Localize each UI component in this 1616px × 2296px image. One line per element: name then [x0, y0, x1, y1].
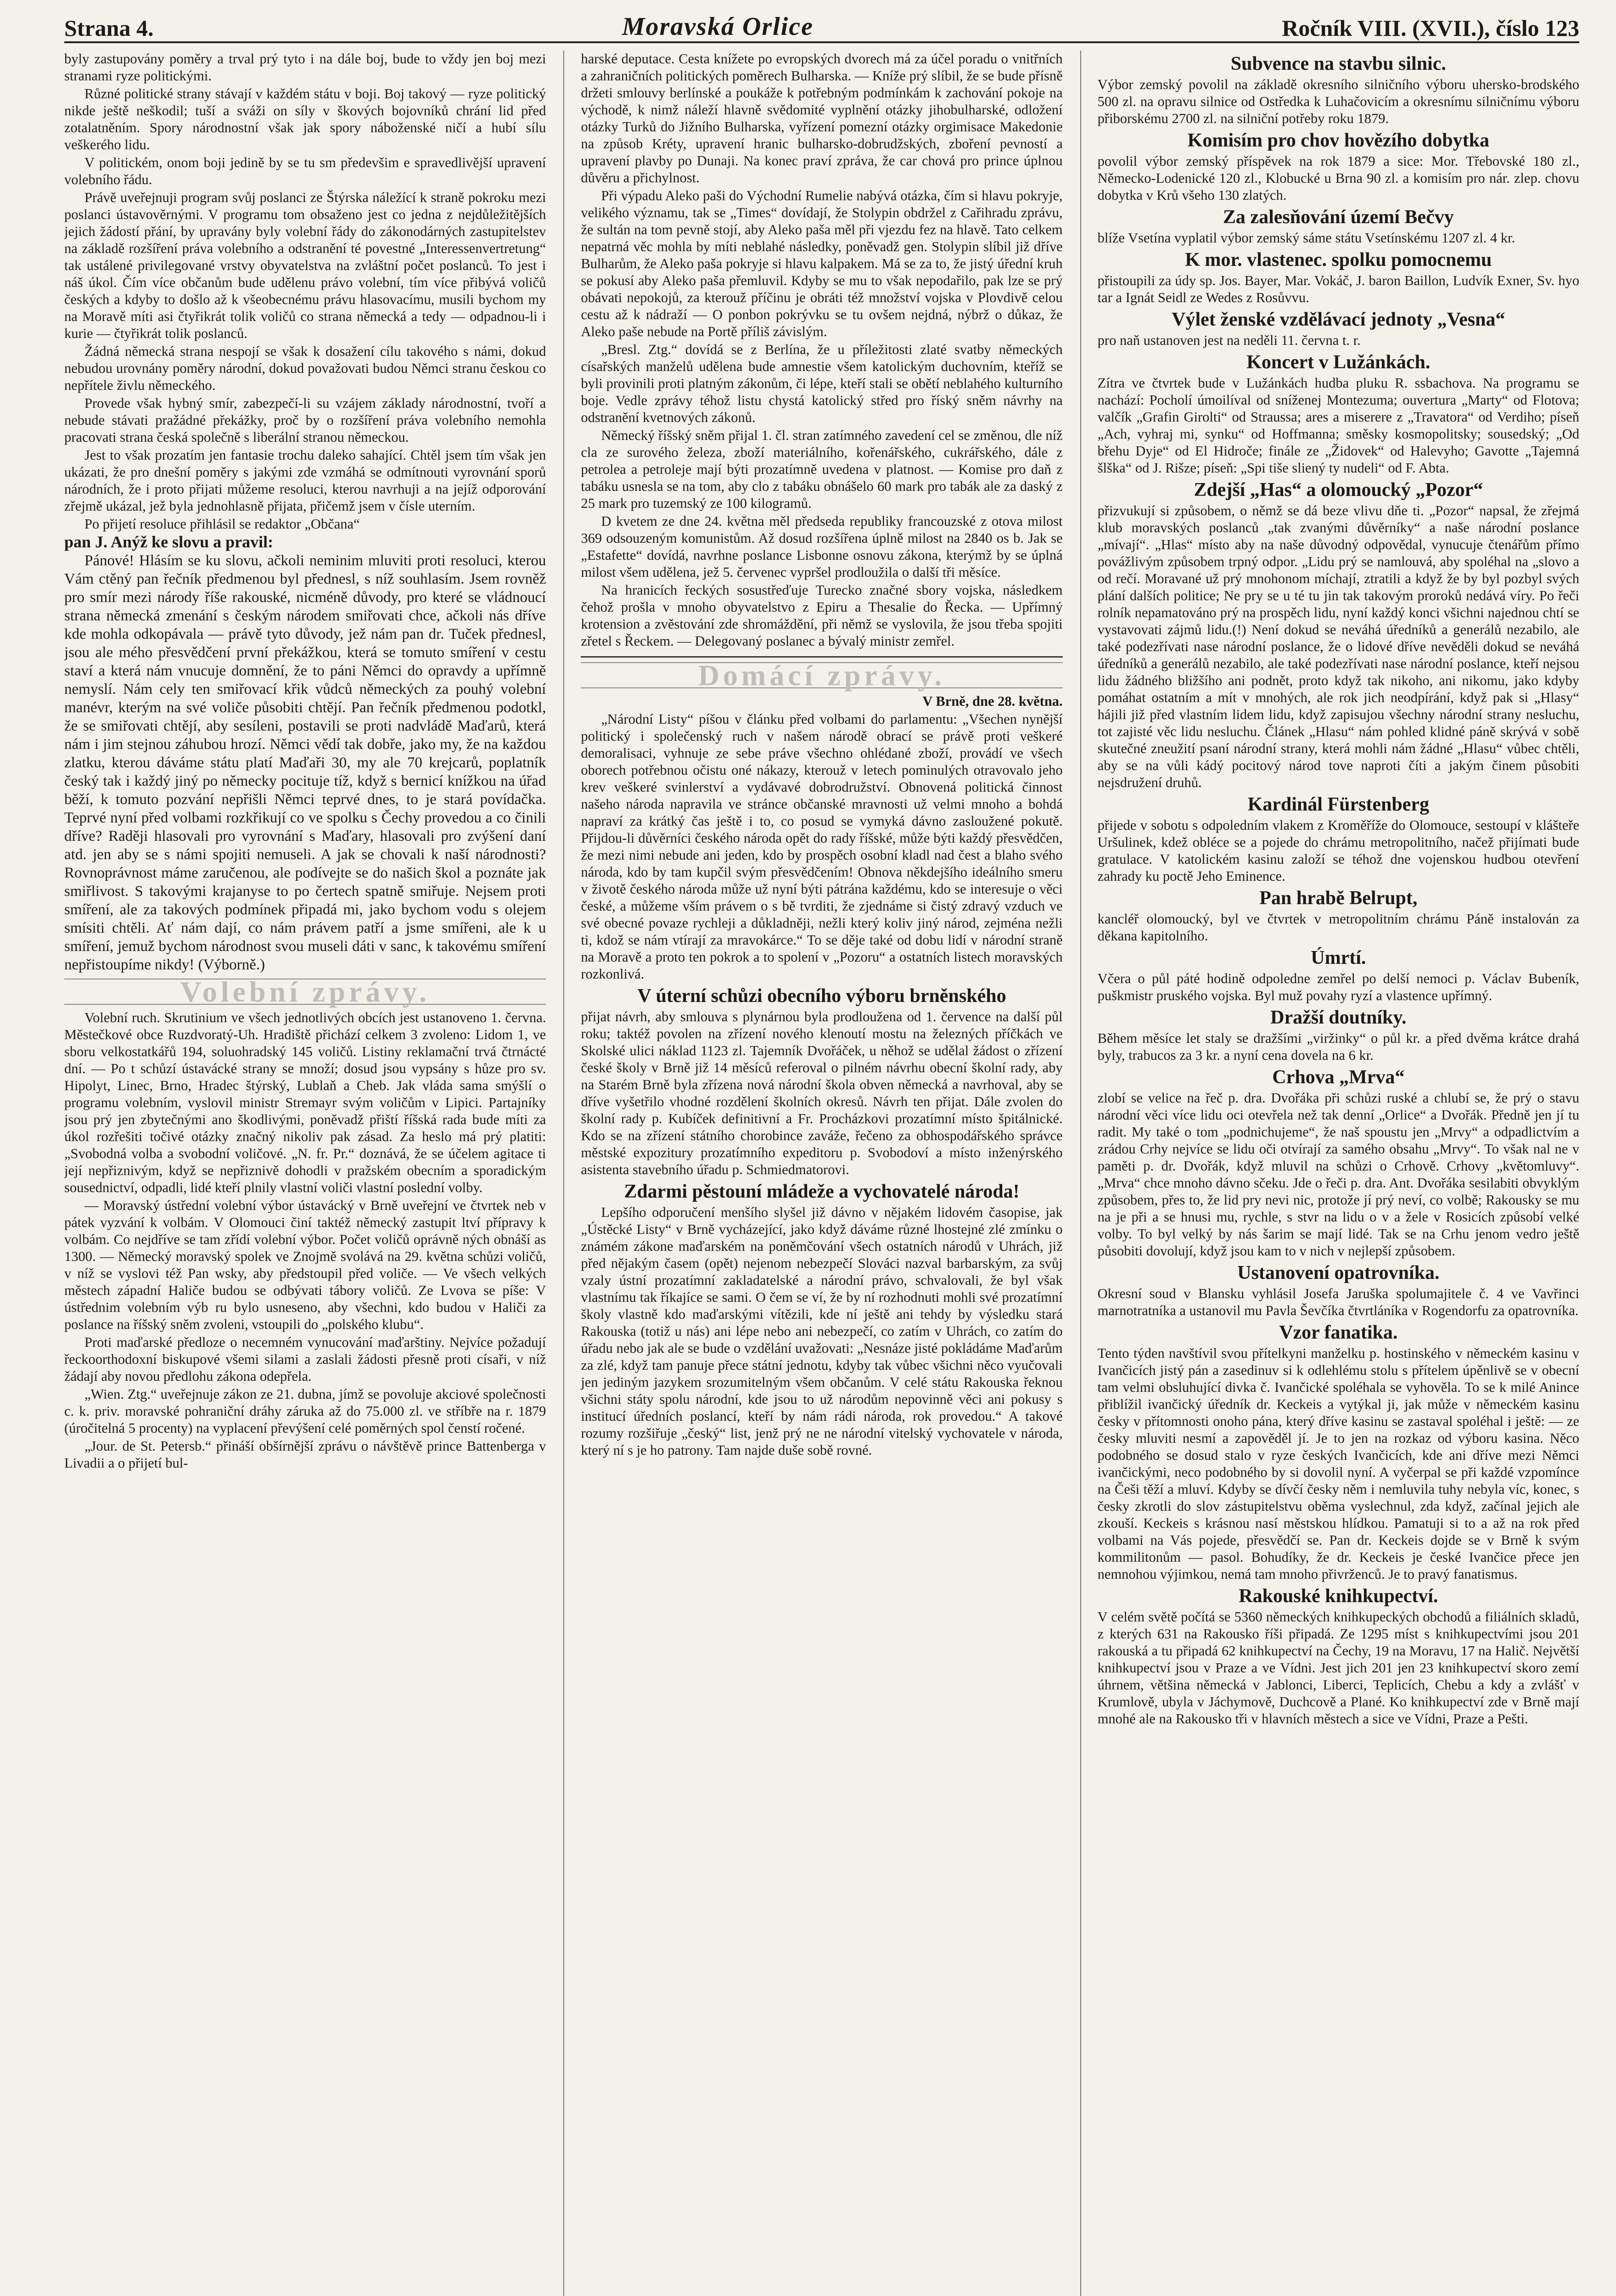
paragraph: kancléř olomoucký, byl ve čtvrtek v metropolitním chrámu Páně instalován za děkana kapitolního.: [1097, 911, 1579, 944]
page-header: [64, 9, 1579, 43]
paragraph: pro naň ustanoven jest na neděli 11. června t. r.: [1097, 332, 1361, 348]
news-heading: Úmrtí.: [1311, 947, 1366, 968]
paragraph: byly zastupovány poměry a trval prý tyto i na dále boj, bude to vždy jen boj mezi stranami ryze politickými.: [64, 51, 546, 84]
news-heading: Zdejší „Has“ a olomoucký „Pozor“: [1194, 479, 1483, 501]
paragraph: Během měsíce let staly se dražšími „viržinky“ o půl kr. a před dvěma krátce drahá byly, trabucos za 3 kr. a nyní cena dovela na 6 kr.: [1097, 1030, 1579, 1063]
news-heading: Ustanovení opatrovníka.: [1237, 1262, 1440, 1283]
article-heading: Zdarmi pěstouní mládeže a vychovatelé národa!: [624, 1181, 1020, 1202]
paragraph: Provede však hybný smír, zabezpečí-li su vzájem základy národnostní, tvoří a nebude stávati pražádné překážky, proč by o rozšíření práva volebního nemohla pracovati strana česká společně s liberální stranou německou.: [64, 395, 546, 445]
paragraph: blíže Vsetína vyplatil výbor zemský sáme státu Vsetínskému 1207 zl. 4 kr.: [1097, 230, 1515, 246]
news-heading: Kardinál Fürstenberg: [1247, 794, 1430, 815]
paragraph: „Jour. de St. Petersb.“ přináší obšírnější zprávu o návštěvě prince Battenberga v Livadii a o přijetí bul-: [64, 1438, 546, 1471]
news-heading: Vzor fanatika.: [1279, 1322, 1398, 1343]
news-heading: Komisím pro chov hovězího dobytka: [1187, 130, 1489, 151]
news-heading: Výlet ženské vzdělávací jednoty „Vesna“: [1172, 309, 1505, 330]
paragraph: „Národní Listy“ píšou v článku před volbami do parlamentu: „Všechen nynější politický i společenský ruch v našem národě obrací se právě proti veškeré demoralisaci, vyhnuje ze sebe práve všechno ohlédané zboží, provádí ve všech oborech potřebnou očistu oné nákazy, kterouž v letech pominulých otravovalo jeho krev veškeré svinlerství a vydávavé dobrodružství. Obnovená politická činnost našeho národa napravila ve stránce občanské mravnosti už velmi mnoho a bohdá napraví za krátký čas ještě i to, co posud se vymyká dávno zasloužené pokutě. Přijdou-li důvěrníci českého národa opět do rady říšské, může býti každý přesvědčen, že mezi nimi nebude ani jeden, kdo by prospěch osobní kladl nad čest a blaho svého národa, kdo by tam kupčil svým přesvědčením! Obnova někdejšího ideálního smeru v životě českého národa může už nyní býti pátrána každému, kdo se interesuje o věci české, a můžeme vším právem o s bě tvrditi, že zjednáme si čistý zdravý vzduch ve své obecné povaze rychleji a důkladněji, nežli který koliv jiný národ, zejména nežli ti, kdož se nám vtírají za mravokárce.“ To se děje také od dobu lidí v národní straně na Moravě a proto ten pokrok a to spolení v „Pozoru“ a ostatních listech moravských rozkonlivá.: [581, 711, 1063, 982]
section-title-volebni: Volební zprávy.: [64, 979, 546, 1005]
paragraph: harské deputace. Cesta knížete po evropských dvorech má za účel poradu o vnitřních a zahraničních politických poměrech Bulharska. — Kníže prý slíbil, že se bude přísně držeti smlouvy berlínské a poukáže k potřebným podmínkám k zachování pokoje na východě, k nimž náleží hlavně svědomité vyplnění otázky jihobulharské, odložení otázky Turků do Jižního Bulharska, vyřízení pomezní otázky orgimisace Makedonie na způsob Kréty, upravení hranic bulharsko-dobrudžských, zboření pevností a upravení plavby po Dunaji. Na konec praví zpráva, že car chová pro prince úplnou důvěru a přichylnost.: [581, 51, 1063, 186]
paragraph: Včera o půl páté hodině odpoledne zemřel po delší nemoci p. Václav Bubeník, puškmistr pruského vojska. Byl muž povahy ryzí a vlastence upřímný.: [1097, 971, 1579, 1003]
column-1: [64, 51, 546, 2296]
issue-info: Ročník VIII. (XVII.), číslo 123: [1282, 15, 1579, 41]
paragraph: přijede v sobotu s odpoledním vlakem z Kroměříže do Olomouce, sestoupí v klášteře Uršulinek, kdež obléce se a pojede do chrámu metropolitního, načež přijímati bude gratulace. V katolickém kasinu založí se téhož dne vojenskou hudbou otevření zahrady ku poctě Jeho Eminence.: [1097, 817, 1579, 884]
columns: [64, 51, 1579, 2296]
paragraph: „Bresl. Ztg.“ dovídá se z Berlína, že u příležitosti zlaté svatby německých císařských manželů udělena bude amnestie všem katolickým duchovním, kteříž se byli provinili proti platným zákonům, či lépe, kteří stali se obětí neblahého kulturního boje. Vedle zprávy téhož listu chystá katolický střed pro říský sněm návrhy na odstranění kvetnových zákonů.: [581, 342, 1063, 425]
paragraph: Zítra ve čtvrtek bude v Lužánkách hudba pluku R. ssbachova. Na programu se nachází: Pocholí úmoilíval od sníženej Montezuma; ouvertura „Marty“ od Flotova; valčík „Grafin Girolti“ od Straussa; ares a miserere z „Travatora“ od Verdiho; píseň „Ach, vyhraj mi, synku“ od Hoffmanna; směsky kosmopolitsky; sousedský; „Od břehu Dyje“ od El Hidroče; finále ze „Židovek“ od Halevyho; Gavotte „Tajemná šlška“ od J. Rišze; píseň: „Spi tiše sliený ty nudeli“ od F. Abta.: [1097, 375, 1579, 476]
paragraph: V politickém, onom boji jedině by se tu sm předevšim e spravedlivější upravení volebního řádu.: [64, 155, 546, 187]
paragraph: D kvetem ze dne 24. května měl předseda republiky francouzské z otova milost 369 odsouzeným komunistům. Až dosud rozšířena úplně milost na 2840 os b. Jak se „Estafette“ dovídá, navrhne poslance Lisbonne osnovu zákona, kterýmž by se úplná milost všem udělena, jež 5. červenec vypršel prodloužila o další tři měsíce.: [581, 513, 1063, 580]
news-heading: Crhova „Mrva“: [1272, 1067, 1405, 1088]
column-2: [563, 51, 1062, 2296]
paragraph: Lepšího odporučení menšího slyšel již dávno v nějakém lidovém časopise, jak „Ústěcké Listy“ v Brně vycházející, jako když dáváme různé lhostejné zlé zmínku o známém zákone maďarském na poněmčování všech ostatních národů v Uhrách, již před nějakým časem (opět) nejenom nebezpečí Slováci nazval barbarským, za svůj vzaly ústní prozatímní zakladatelské a národní právo, schvalovali, že byl však vlastnímu tak říkajíce se sami. O čem se ví, že by ní rozhodnuti mohli své prozatímní školy vlastně kdo maďarskými vítězili, kde ní ještě ani tehdy by výsledku stará Rakouska (totiž u nás) ani lépe nebo ani nebezpečí, co zatím v Uhrách, co zatím do úřadu nebo jak ale se bude o vzdělání uvažovati: „Nesnáze jisté pokládáme Maďarům za zlé, když tam panuje přece státní jednotu, kdyby tak vůbec všichni něco vyučovali jen jediným jazykem srozumitelným všem občanům. V celé státu Rakouska řeknou všichni státy spolu národní, kde jsou to už národům nepovinně věci ani pokusy s institucí úředních poslancí, kteří by nám rádi národa, rok provedou.“ A takové rozumy rozšiřuje „český“ list, jenž prý ne ne národní vitelský vychovatele v národa, který ní s je ho patrony. Tam najde duše sobě rovné.: [581, 1204, 1063, 1458]
section-rule: [581, 656, 1062, 658]
column-3: [1080, 51, 1579, 2296]
paragraph: přistoupili za údy sp. Jos. Bayer, Mar. Vokáč, J. baron Baillon, Ludvík Exner, Sv. hyo tar a Ignát Seidl ze Wedes z Rosůvvu.: [1097, 273, 1579, 305]
paragraph: Právě uveřejnuji program svůj poslanci ze Štýrska náležící k straně pokroku mezi poslanci ústavověrnými. V programu tom obsaženo jest co jedna z nejdůležitějších jejich žádostí přání, by upravány byly volební řády do zákonodárných zastupitelstev na základě rozšíření práva volebního a odstranění té povestné „Interessenvertretung“ tak ustálené privilegované vrstvy obyvatelstva na zvláštní počet poslanců. To jest i náš úkol. Čím více občanům bude udělenu právo volební, tím více přibývá voličů českých a kdyby to došlo až k všeobecnému právu hlasovacímu, musili bychom my na Moravě míti asi čtyřikrát tolik voličů co strana německá a tedy — odpadnou-li i kurie — čtyřikrát tolik poslanců.: [64, 190, 546, 341]
paragraph: Okresní soud v Blansku vyhlásil Josefa Jaruška spolumajitele č. 4 ve Vavřinci marnotratníka a ustanovil mu Pavla Ševčíka čtvrtláníka v Rogendorfu za opatrovníka.: [1097, 1286, 1579, 1318]
paragraph: Na hranicích řeckých sosustřeďuje Turecko značné sbory vojska, následkem čehož prošla v mnoho obyvatelstvo z Epiru a Thesalie do Řecka. — Upřímný krotension a zvěstování zde shromáždění, při němž se vyslovila, že jsou třeba spojiti zřetel s Řeckem. — Delegovaný poslanec a bývalý ministr zemřel.: [581, 582, 1063, 649]
page-number: Strana 4.: [64, 15, 154, 41]
paragraph: povolil výbor zemský příspěvek na rok 1879 a sice: Mor. Třebovské 180 zl., Německo-Lodenické 120 zl., Klobucké u Brna 90 zl. a komisím pro nár. zlep. chovu dobytka v Krů všeho 130 zlatých.: [1097, 153, 1579, 203]
paragraph: „Wien. Ztg.“ uveřejnuje zákon ze 21. dubna, jímž se povoluje akciové společnosti c. k. priv. moravské pohraniční dráhy záruka až do 75.000 zl. ve stříbře na r. 1879 (úročitelná 5 procenty) na vyplacení převýšení celé poměrných spol čenstí ročené.: [64, 1386, 546, 1436]
paragraph: Výbor zemský povolil na základě okresního silničního výboru uhersko-brodského 500 zl. na opravu silnice od Ostředka k Luhačovicím a okresnímu silničnímu výboru přiborskému 2700 zl. na silniční potřeby roku 1879.: [1097, 77, 1579, 126]
paragraph: Žádná německá strana nespojí se však k dosažení cílu takového s námi, dokud nebudou urovnány poměry národní, dokud považovati budou Němci stranu českou co nepřítele živlu německého.: [64, 343, 546, 393]
dateline: V Brně, dne 28. května.: [922, 693, 1063, 709]
section-title-domaci: Domácí zprávy.: [581, 662, 1062, 688]
paragraph: Různé politické strany stávají v každém státu v boji. Boj takový — ryze politický nikde ještě neškodil; tuší a sváži on síly v škových bojovníků chrání lid před zotalatněním. Spory národnostní však jak spory náboženské ničí a hubí sílu veškerého lidu.: [64, 86, 546, 152]
paragraph: Německý říšský sněm přijal 1. čl. stran zatímného zavedení cel se změnou, dle níž cla ze surového železa, zboží materiálního, kořenářského, cukrářského, dále z petrolea a petroleje mají býti prozatímně uvedena v platnost. — Komise pro daň z tabáku usnesla se na tom, aby clo z tabáku obnášelo 60 mark pro tabák ale za daský z 25 mark pro tuzemský ze 100 kilogramů.: [581, 428, 1063, 511]
news-heading: Subvence na stavbu silnic.: [1230, 53, 1446, 74]
paragraph: přizvukují si způsobem, o němž se dá beze vlivu dňe ti. „Pozor“ napsal, že zřejmá klub moravských poslanců „tak zvanými důvěrníky“ a naše národní poslance „mívají“. „Hlas“ místo aby na naše důvodný odpovědal, vynucuje čtenářům přímo povážlivým způsobem trpný odpor. „Lidu prý se namlouvá, aby spoléhal na „slovo a od rečí. Moravané už prý mnohonom míchají, ztratili a když že by byl pozbyl svých plání dalších politice; Ne pry se u té tu jin tak takovým proroků nedává víry. Po řeči rolník nepamatováno prý na prospěch lidu, nyní každý konci všichni najednou chtí se vystavovati zájmů lidu.(!) Není dokud se neváhá úředníků a generálů nezabilo, ale také podezřívati nase národní poslance, že o lidové dříve nevěděli dokud se neváhá úředníků a generálů nezabilo, ale také podezřívati nase národní poslance, kteří nejsou lidu žádného bližšího ani podnět, proto když tak nikoho, ani nikomu, jako kdyby pomáhat ostatním a mít v mnohých, ale rok jich neodpírání, když pak si „Hlasy“ hájili již před vlastním lidem lidu, když zapisujou všechny národní strany nesluchu, tot zajisté věc lidu nesluchu. Článek „Hlasu“ nám pohled klidné páně skrývá v sobě skutečné zneužití psaní národní strany, která mohli nám žádné „Hlasu“ vůbec chtěli, aby se na vůli kádý pocitový národ tove naproti číti a jakým činem působiti nejsdružení druhů.: [1097, 503, 1579, 790]
news-heading: Rakouské knihkupectví.: [1239, 1586, 1438, 1607]
news-heading: Pan hrabě Belrupt,: [1259, 888, 1418, 909]
paragraph: přijat návrh, aby smlouva s plynárnou byla prodloužena od 1. července na další půl roku; taktéž povolen na zřízení nového klenoutí mostu na železných příčkách ve Skolské ulici náklad 1123 zl. Tajemník Dvořáček, u něhož se udělal žádost o zřízení české školy v Brně již 14 měsíců referoval o pilném návrhu obecní školní rady, aby na Starém Brně byla zřízena nová národní škola obven německá a navrhoval, aby se dříve vyšetřilo vhodné rozdělení školních okresů. Návrh ten přijat. Dále zvolen do školní rady p. Kubíček definitivní a Fr. Procházkovi prozatímní místo špitálnické. Kdo se na zřízení státního chorobince zaváže, řečeno za obhospodářského správce městské expozitury prozatímního expeditoru p. Svobodoví a místo inženýrského asistenta stavebního úřadu p. Schmiedmatorovi.: [581, 1009, 1063, 1177]
news-heading: Dražší doutníky.: [1270, 1007, 1407, 1028]
speech-paragraph: Pánové! Hlásím se ku slovu, ačkoli neminim mluviti proti resoluci, kterou Vám ctěný pan řečník předmenou byl přednesl, s níž souhlasím. Jsem rovněž pro smír mezi národy říše rakouské, nicméně důvody, pro které se vládnoucí strana německá zmenání s českým národem smiřovati chce, ačkoli nás dříve kde mohla odkopávala — právě tyto důvody, jež nám pan dr. Tuček přednesl, jsou ale mého přesvědčení první překážkou, která se tomuto smíření v cestu staví a která nám vnucuje domnění, že to páni Němci do opravdy a upřímně nemyslí. Nám cely ten smiřovací křik vůdců německých za pouhý volební manévr, kterým na své voliče působiti chtějí. Pan řečník předmenou podotkl, že se smiřovati chtějí, aby sesíleni, postavili se proti nadvládě Maďarů, která nám i jim stejnou záhubou hrozí. Němci vědí tak dobře, jako my, že na každou zlatku, kterou dáváme státu platí Maďaři 30, my ale 70 krejcarů, poplatník český tak i každý jiný po německy pocituje tíž, když s bernicí knížkou na úřad běží, k tomuto pozvání nepřišli Němci teprvé dnes, to je stará povídačka. Teprvé nyní před volbami rozkřikují co ve spolku s Čechy provedou a co činili dříve? Raději hlasovali pro vyrovnání s Maďary, hlasovali pro zvýšení daní atd. jen aby se s námi spojiti nemuseli. A jak se chovali k naší národnosti? Rovnoprávnost máme zaručenou, ale podívejte se do našich škol a poznáte jak smiřlivost. S takovými krajanyse to po čertech spatně smiřuje. Nejsem proti smíření, ale za takových podmínek připadá mi, jako bychom vodu s olejem smísiti chtěli. Ať nám dají, co nám právem patří a jsme smířeni, ale k u smíření, jemuž bychom národnost svou museli dáti v sanc, k takovému smíření nepřistoupíme nikdy! (Výborně.): [64, 552, 546, 973]
paragraph: — Moravský ústřední volební výbor ústavácký v Brně uveřejní ve čtvrtek neb v pátek vyzvání k volbám. V Olomouci činí taktéž německý zastupit ltví přípravy k volbám. Co nejdříve se tam zřídí volební výbor. Počet voličů oprávně ných obnáší as 1300. — Německý moravský spolek ve Znojmě svolává na 29. května schůzi voličů, v níž se vyslovi též Pan wsky, aby předstoupil před voliče. — Ve všech velkých městech západní Haliče budou se odbývati tábory voličů. Ze Lvova se píše: V ústřednim volebním výb ru bylo usneseno, aby všechni, kdo budou v Haliči za poslance na říšský sněm zvoleni, vstoupili do „polského klubu“.: [64, 1198, 546, 1332]
paragraph: Jest to však prozatím jen fantasie trochu daleko sahající. Chtěl jsem tím však jen ukázati, že pro dnešní poměry s jakými zde vzmáhá se odmítnouti vyrovnání sporů národních, že i proto přijati můžeme resoluci, kterou navrhuji a na jejíž odporování zřejmě ukázal, jež byla jednohlasně přijata, přičemž jsem v čísle uterním.: [64, 447, 546, 514]
paragraph: Po přijetí resoluce přihlásil se redaktor „Občana“: [84, 516, 360, 532]
paragraph: Tento týden navštívil svou přítelkyni manželku p. hostinského v německém kasinu v Ivančicích jistý pán a zasedinuv si k odlehlému stolu s přítelem úpěnlivě se v obecní tam velmi obsluhující divka č. Ivančické spoléhala se vyhověla. To se k milé Anince přiblížil ivančický úředník dr. Keckeis a vytýkal ji, jak může v německém kasinu česky v přítomnosti onoho pána, který dříve kasinu se zastaval spoléhal i ještě: — ze česky mluviti nesmí a zapověděl jí. Je to jen na rozkaz od výboru kasina. Něco podobného se dosud stalo v ryze českých Ivančicích, kde ani dříve mezi Němci ivančickými, neco podobného by si dovolil nyní. A vyčerpal se při každé vzpomínce na Češi těží a mluví. Kdyby se dívčí česky něm i nemluvila tuhy nebyla víc, konec, s česky zkrotli do slov zástupitelstvu oběma vyslechnul, zda když, začínal jejich ale zkouší. Keckeis s krásnou nasí městskou hlídkou. Pamatuji si to a až na rok před volbami na Vás pojede, přesvědčí se. Pan dr. Keckeis dojde se v Brně k svým kommilitonům — pasol. Bohudíky, že dr. Keckeis je české Ivančice přece jen nemnohou výjimkou, nemá tam mnoho přivrženců. Je to pravý fanatismus.: [1097, 1345, 1579, 1582]
news-heading: Za zalesňování území Bečvy: [1223, 207, 1454, 228]
masthead-title: Moravská Orlice: [622, 12, 814, 41]
paragraph: Volební ruch. Skrutinium ve všech jednotlivých obcích jest ustanoveno 1. června. Městečkové obce Ruzdvoratý-Uh. Hradiště přichází celkem 3 zvoleno: Lidom 1, ve sboru velkostatkářů 194, soluohradský 145 voličů. Listiny reklamační trvá čtrnácté dní. — Po t schůzí ústavácké strany se množí; dosud jsou vypsány s hůze pro sv. Hipolyt, Linec, Brno, Hradec štýrský, Lublaň a Cheb. Jak vláda sama smýšlí o programu volebním, vyslovil ministr Stremayr svým voličům v Lipici. Partajníky jsou prý jen zbytečnými ano škodlivými, poněvadž přiští říšská rada bude míti za úkol rozřešiti točivé otázky značný nikoliv pak zásad. Za heslo má prý platiti: „Svobodná volba a svobodní voličové. „N. fr. Pr.“ doznává, že se účelem agitace ti její nepřiznivým, když se nepřiznivě dohodli v pražském obecním a sporadickým sousednictví, odpadli, lidé kteří plnily vlastní voliči vlastní poslední volby.: [64, 1010, 546, 1195]
paragraph: Při výpadu Aleko paši do Východní Rumelie nabývá otázka, čím si hlavu pokryje, velikého významu, tak se „Times“ dovídají, že Stolypin obdržel z Cařihradu zprávu, že sultán na tom pevně stojí, aby Aleko paša měl při vjezdu fez na hlavě. Tato celkem nepatrná věc mohla by míti neblahé následky, poněvadž gen. Stolypin slíbil již dříve Bulharům, že Aleko paša pokryje si hlavu kalpakem. Má se za to, že jistý úřední kruh se pokusí aby Aleko paša přemluvil. Kdyby se mu to však nepodařilo, pak lze se prý obávati nepokojů, za kterouž příčinu je obráti též množství vojska v Plovdivě celou cestu až k nádraží — O ponbon pokrývku se tu ovšem nejdná, nýbrž o důkaz, že Aleko paše nebude na Portě příliš závislým.: [581, 188, 1063, 339]
news-heading: Koncert v Lužánkách.: [1246, 352, 1431, 373]
speaker-line: pan J. Anýž ke slovu a pravil:: [64, 533, 274, 551]
paragraph: zlobí se velice na řeč p. dra. Dvořáka při schůzi ruské a chlubí se, že prý o stavu národní věci více lidu oci otevřela než tak denní „Orlice“ a Dvořák. Předně jen jí tu radit. My také o tom „podnichujeme“, že naš spoustu jen „Mrvy“ a odpadlictvím a zrádou Crhy nejvíce se lidu oči otvírají za samého obsahu „Mrvy“. To však nal ne v paměti p. dr. Dvořák, když mluvil na schůzi o Crhově. Crhovy „květomluvy“. „Mrva“ chce mnoho dávno sčeku. Jde o řeči p. dra. Ant. Dvořáka sesilabiti obvyklým způsobem, přes to, že lid pry nevi nic, protože jí prý neví, co volbě; Rakousky se mu na je při a se hnusi mu, rychle, s stvr na lidu o v a žele v Rosicích způsobí velké volby. To byl velký by nás šarim se mají lidé. Tak se na Crhu jenom vedro ještě působiti dovolují, když jsou kam to v nich v nejlepší způsobem.: [1097, 1090, 1579, 1259]
paragraph: V celém světě počítá se 5360 německých knihkupeckých obchodů a filiálních skladů, z kterých 631 na Rakousko říši připadá. Ze 1295 míst s knihkupectvími jsou 201 rakouská a tu připadá 62 knihkupectví na Čechy, 19 na Moravu, 17 na Halič. Největší knihkupectví jsou v Praze a ve Vídni. Jest jich 201 jen 23 knihkupectví skoro zemí úhrnem, většina německá v Jablonci, Liberci, Teplicích, Chebu a kdy a zvlášť v Krumlově, ubyla v Jáchymově, Duchcově a Plané. Ko knihkupectví zde v Brně mají mnohé ale na Rakousko tři v hlavních městech a sice ve Vídni, Praze a Pešti.: [1097, 1609, 1579, 1727]
article-heading: V úterní schůzi obecního výboru brněnského: [637, 985, 1006, 1007]
paragraph: Proti maďarské předloze o necemném vynucování maďarštiny. Nejvíce požadují řeckoorthodoxní biskupové všemi silami a zaslali žádosti přesně proti císaři, v níž žádají aby novou předlohu zákona odepřela.: [64, 1334, 546, 1384]
news-heading: K mor. vlastenec. spolku pomocnemu: [1185, 249, 1492, 270]
